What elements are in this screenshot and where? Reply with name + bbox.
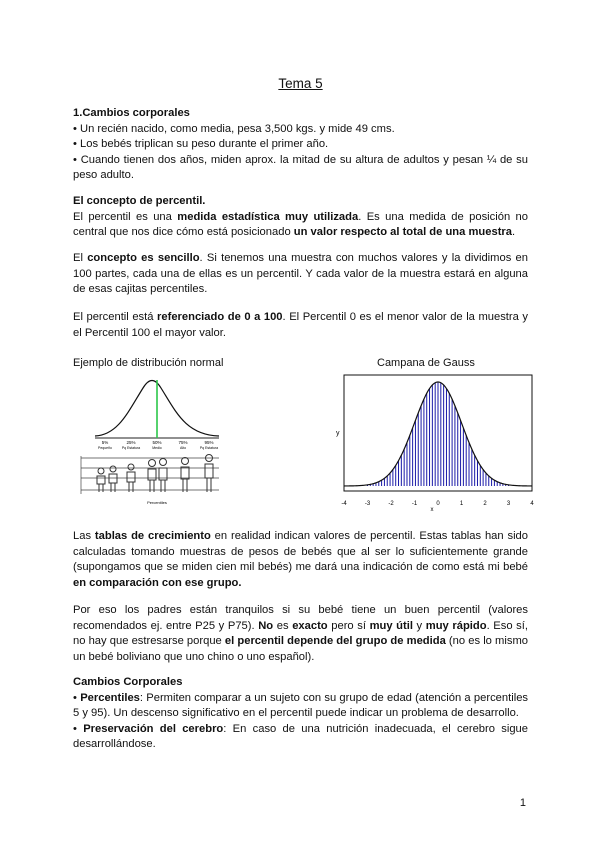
gauss-chart: [330, 372, 535, 512]
x-tick: -2: [388, 501, 394, 507]
x-tick: -1: [411, 501, 418, 507]
section-percentil: [73, 194, 528, 241]
figure-caption-gauss: Campana de Gauss: [377, 357, 475, 369]
x-tick: 1: [459, 501, 464, 507]
pct-label: 5%: [101, 440, 109, 445]
figure-caption-normal: Ejemplo de distribución normal: [73, 357, 224, 369]
bullet-item: • Preservación del cerebro: En caso de una nutrición inadecuada, el cerebro sigue desarrollándose.: [73, 722, 528, 750]
y-axis-label: y: [336, 430, 340, 437]
paragraph: El percentil está referenciado de 0 a 100. El Percentil 0 es el menor valor de la muestra y el Percentil 100 el mayor valor.: [73, 311, 528, 339]
x-tick: 4: [530, 501, 534, 507]
pct-label: 95%: [204, 440, 214, 445]
person-icon: [159, 459, 167, 493]
section-heading: 1.Cambios corporales: [73, 107, 190, 119]
x-tick-labels: [341, 501, 534, 507]
paragraph: El percentil es una medida estadística muy utilizada. Es una medida de posición no central que nos dice cómo está posicionado un valor respecto al total de una muestra.: [73, 210, 529, 238]
bullet-item: • Percentiles: Permiten comparar a un sujeto con su grupo de edad (atención a percentiles 5 y 95). Un descenso significativo en el percentil puede indicar un problema de desarrollo.: [73, 691, 529, 719]
pct-sublabel: Pq Estatura: [121, 446, 141, 450]
paragraph-tablas: Las tablas de crecimiento en realidad indican valores de percentil. Estas tablas han sido calculadas tomando muestras de pesos de bebés que al ser lo suficientemente grande (supongamos que se miden cien mil bebés) me dará una indicación de como está mi bebé en comparación con ese grupo.: [73, 530, 528, 589]
person-icon: [181, 458, 189, 493]
axis-caption: Percentiles: [147, 500, 167, 505]
x-axis-label: x: [430, 507, 434, 512]
x-tick: 0: [436, 501, 440, 507]
person-icon: [97, 468, 105, 492]
section-heading: El concepto de percentil.: [73, 195, 206, 207]
paragraph-padres: Por eso los padres están tranquilos si su bebé tiene un buen percentil (valores recomendados ej. entre P25 y P75). No es exacto pero sí muy útil y muy rápido. Eso sí, no hay que estresarse porque el percentil depende del grupo de medida (no es lo mismo un bebé boliviano que uno chino o uno español).: [73, 604, 528, 663]
person-icon: [148, 460, 156, 493]
section-cambios-corporales-2: [73, 675, 528, 753]
pct-sublabel: Alto: [179, 446, 187, 450]
paragraph: El concepto es sencillo. Si tenemos una muestra con muchos valores y la dividimos en 100 partes, cada una de ellas es un percentil. Y cada valor de la muestra estará en alguna de esas cajitas percentiles.: [73, 252, 529, 295]
x-tick: 2: [483, 501, 487, 507]
people-silhouettes: [97, 455, 213, 493]
normal-distribution-figure: [73, 372, 223, 512]
percentile-labels: [98, 440, 218, 450]
bullet-item: • Cuando tienen dos años, miden aprox. la mitad de su altura de adultos y pesan ¼ de su peso adulto.: [73, 153, 528, 181]
pct-label: 75%: [178, 440, 188, 445]
x-tick: 3: [506, 501, 511, 507]
pct-sublabel: Medio: [152, 446, 162, 450]
bullet-item: • Un recién nacido, como media, pesa 3,500 kgs. y mide 49 cms.: [73, 122, 395, 135]
section-heading: Cambios Corporales: [73, 676, 183, 688]
pct-sublabel: Pequeño: [97, 446, 113, 450]
person-icon: [205, 455, 213, 493]
bullet-item: • Los bebés triplican su peso durante el primer año.: [73, 138, 329, 150]
page-title: Tema 5: [278, 76, 323, 91]
pct-label: 25%: [126, 440, 136, 445]
section-cambios-corporales: [73, 106, 528, 184]
page-number: 1: [519, 797, 526, 809]
pct-sublabel: Pq Estatura: [199, 446, 219, 450]
x-tick: -4: [341, 501, 347, 507]
x-tick: -3: [364, 501, 371, 507]
person-icon: [109, 466, 117, 492]
gauss-area-lines: [368, 382, 509, 486]
pct-label: 50%: [152, 440, 162, 445]
